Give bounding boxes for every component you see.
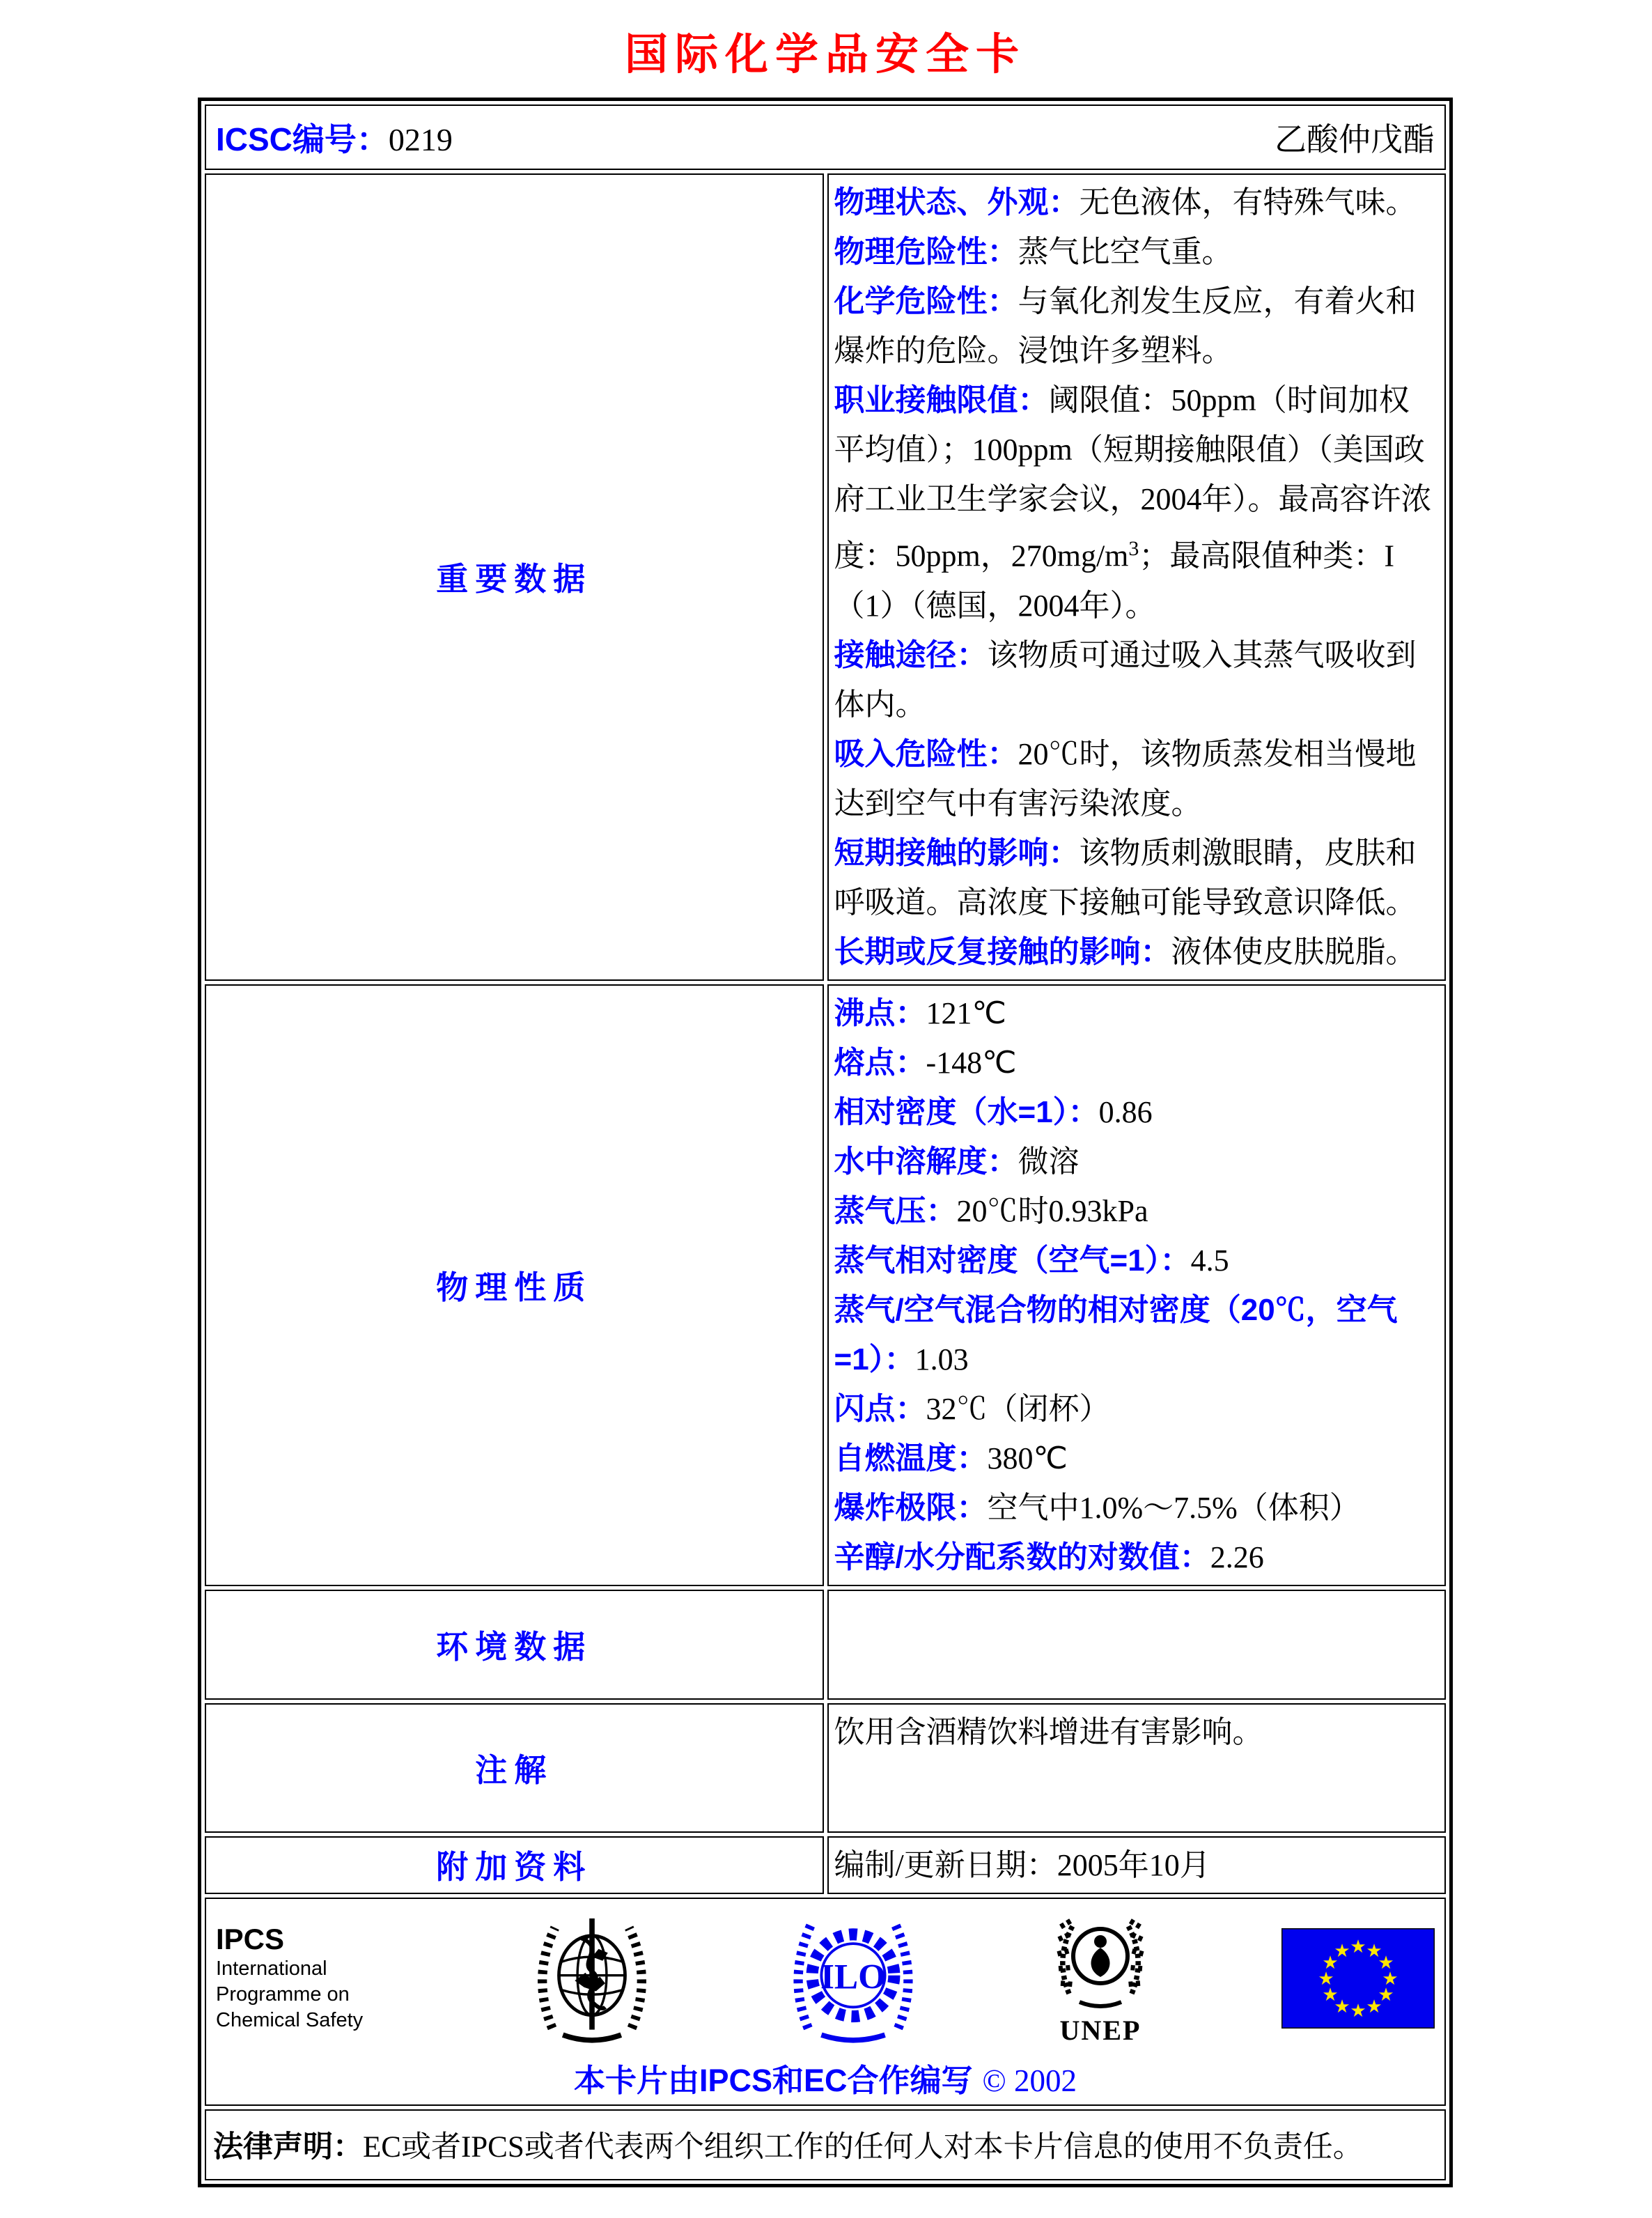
property-line: 蒸气/空气混合物的相对密度（20℃，空气=1）：1.03: [834, 1292, 1398, 1376]
svg-text:★: ★: [1366, 1940, 1382, 1962]
environmental-data-row: [205, 1590, 1446, 1700]
property-line: 接触途径：该物质可通过吸入其蒸气吸收到体内。: [834, 637, 1417, 722]
property-line: 自燃温度：380℃: [834, 1441, 1068, 1475]
svg-text:★: ★: [1378, 1984, 1394, 2006]
svg-text:★: ★: [1382, 1968, 1398, 1990]
svg-text:ILO: ILO: [820, 1957, 887, 1997]
additional-info-label: 附加资料: [205, 1836, 824, 1894]
notes-row: [205, 1703, 1446, 1833]
svg-text:★: ★: [1318, 1968, 1334, 1990]
notes-label: 注解: [205, 1703, 824, 1833]
unep-label: UNEP: [1059, 2014, 1141, 2046]
svg-text:★: ★: [1366, 1996, 1382, 2017]
ipcs-text-block: IPCS International Programme on Chemical Safety: [216, 1923, 397, 2033]
svg-text:★: ★: [1378, 1952, 1394, 1973]
property-line: 辛醇/水分配系数的对数值：2.26: [834, 1540, 1264, 1574]
property-line: 熔点：-148℃: [834, 1045, 1017, 1080]
credit-line: [216, 2055, 1435, 2100]
eu-flag-icon: [1281, 1928, 1435, 2029]
icsc-number: [216, 114, 453, 160]
legal-row: [205, 2109, 1446, 2180]
copyright-text: © 2002: [982, 2063, 1077, 2098]
physical-properties-label: 物理性质: [205, 984, 824, 1586]
icsc-number-label: ICSC编号：: [216, 121, 389, 157]
important-data-label: 重要数据: [205, 173, 824, 981]
important-data-content: [827, 173, 1447, 981]
property-line: 蒸气相对密度（空气=1）：4.5: [834, 1243, 1229, 1278]
property-line: 蒸气压：20℃时0.93kPa: [834, 1193, 1148, 1228]
icsc-header-row: [205, 104, 1446, 170]
additional-info-content: 编制/更新日期：2005年10月: [827, 1836, 1447, 1894]
property-line: 物理状态、外观：无色液体，有特殊气味。: [834, 185, 1417, 219]
physical-properties-content: [827, 984, 1447, 1586]
svg-text:★: ★: [1350, 1936, 1366, 1957]
property-line: 相对密度（水=1）：0.86: [834, 1094, 1153, 1129]
unep-logo-icon: [1048, 1912, 1153, 2045]
svg-text:★: ★: [1350, 2000, 1366, 2022]
page-title: 国际化学品安全卡: [624, 31, 1026, 79]
svg-text:★: ★: [1322, 1952, 1339, 1973]
important-data-row: [205, 173, 1446, 981]
notes-content: 饮用含酒精饮料增进有害影响。: [827, 1703, 1447, 1833]
superscript: 3: [1128, 537, 1139, 560]
property-line: 长期或反复接触的影响：液体使皮肤脱脂。: [834, 934, 1417, 969]
svg-text:★: ★: [1322, 1984, 1339, 2006]
icsc-number-value: 0219: [388, 122, 453, 157]
property-line: 化学危险性：与氧化剂发生反应，有着火和爆炸的危险。浸蚀许多塑料。: [834, 284, 1417, 368]
environmental-data-label: 环境数据: [205, 1590, 824, 1700]
ilo-logo-icon: [787, 1910, 919, 2046]
ipcs-acronym: IPCS: [216, 1923, 285, 1956]
safety-card-table: [198, 98, 1453, 2187]
who-logo-icon: [526, 1910, 658, 2046]
icsc-header-cell: [205, 104, 1446, 170]
logos-cell: [205, 1898, 1446, 2106]
additional-info-row: [205, 1836, 1446, 1894]
chemical-name: 乙酸仲戊酯: [1275, 122, 1435, 157]
legal-text: EC或者IPCS或者代表两个组织工作的任何人对本卡片信息的使用不负责任。: [363, 2131, 1363, 2164]
logos-row: [205, 1898, 1446, 2106]
environmental-data-content: [827, 1590, 1447, 1700]
property-line: 沸点：121℃: [834, 995, 1006, 1030]
property-line: 物理危险性：蒸气比空气重。: [834, 235, 1233, 269]
property-line: 吸入危险性：20℃时，该物质蒸发相当慢地达到空气中有害污染浓度。: [834, 736, 1417, 821]
legal-cell: [205, 2109, 1446, 2180]
property-line: 闪点：32℃（闭杯）: [834, 1391, 1110, 1426]
property-line: 水中溶解度：微溶: [834, 1144, 1080, 1179]
physical-properties-row: [205, 984, 1446, 1586]
svg-text:★: ★: [1334, 1996, 1350, 2017]
property-line: 职业接触限值：阈限值：50ppm（时间加权平均值）；100ppm（短期接触限值）（美国政府工业卫生学家会议，2004年）。最高容许浓度：50ppm，$270mg/m^3$；最高限值种类：I（1）（德国，2004年）。: [834, 383, 1432, 623]
property-line: 短期接触的影响：该物质刺激眼睛，皮肤和呼吸道。高浓度下接触可能导致意识降低。: [834, 835, 1417, 920]
credit-text: 本卡片由IPCS和EC合作编写: [574, 2062, 973, 2098]
legal-label: 法律声明：: [213, 2130, 363, 2164]
svg-text:★: ★: [1334, 1940, 1350, 1962]
property-line: 爆炸极限：空气中1.0%～7.5%（体积）: [834, 1490, 1360, 1525]
